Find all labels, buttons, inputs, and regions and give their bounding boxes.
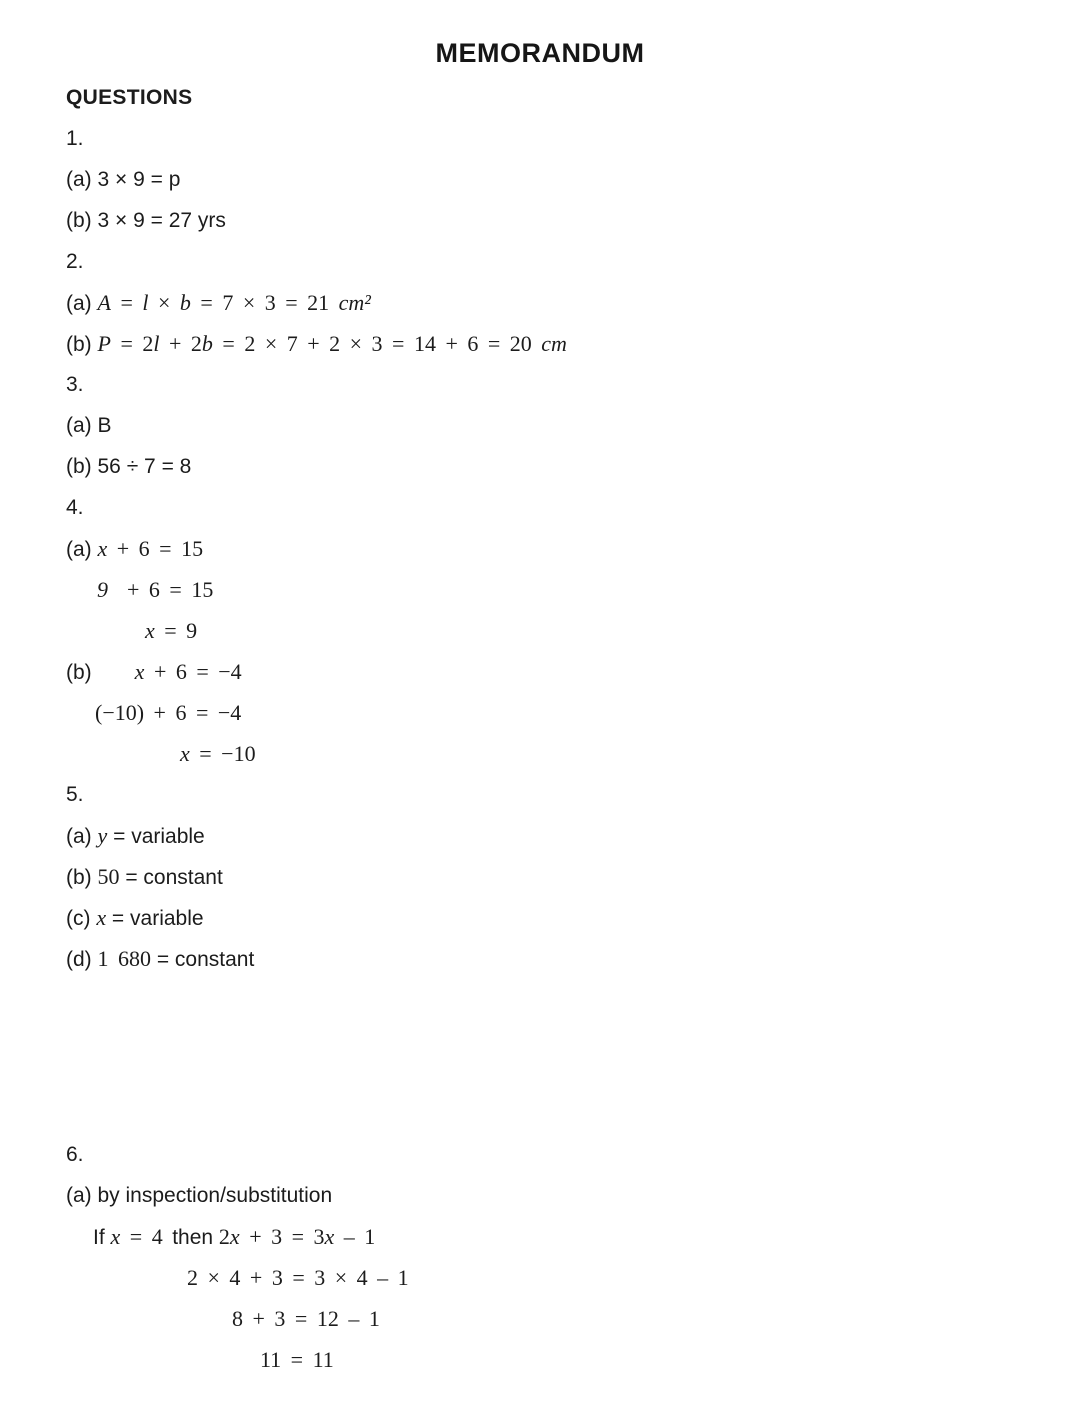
text-run: 3. [66, 373, 84, 396]
text-run: (a) 3 × 9 = p [66, 168, 181, 191]
text-run: x [97, 536, 108, 561]
text-run: + 3 = 3 [239, 1224, 325, 1249]
answer-2b [66, 323, 1040, 364]
answer-5d [66, 938, 1040, 979]
answer-6a-step-4 [66, 1339, 1040, 1380]
text-run: l [153, 331, 160, 356]
text-run: = 9 [154, 618, 198, 643]
text-run: = constant [151, 948, 255, 971]
answer-1a [66, 159, 1040, 200]
text-run: x [134, 659, 145, 684]
text-run: then [172, 1226, 219, 1249]
text-run: + 6 = 15 [107, 536, 204, 561]
text-run: = [110, 290, 143, 315]
text-run: 4. [66, 496, 84, 519]
text-run: If [93, 1226, 111, 1249]
text-run: + 2 [159, 331, 202, 356]
answer-4b-step-3 [66, 733, 1040, 774]
answer-6a-step-3 [66, 1298, 1040, 1339]
text-run: 8 + 3 = 12 – 1 [232, 1306, 380, 1331]
answer-4a-step-1 [66, 528, 1040, 569]
text-run: + 6 = 15 [108, 577, 214, 602]
text-run: (a) B [66, 414, 112, 437]
text-run: b [179, 290, 191, 315]
section-2-number [66, 241, 1040, 282]
text-run: = 4 [120, 1224, 173, 1249]
text-run: (b) 3 × 9 = 27 yrs [66, 209, 226, 232]
text-run: × [148, 290, 180, 315]
text-run: – 1 [334, 1224, 376, 1249]
answer-6a-step-2 [66, 1257, 1040, 1298]
text-run: x [145, 618, 155, 643]
text-run: 2 × 4 + 3 = 3 × 4 – 1 [187, 1265, 409, 1290]
text-run: = 7 × 3 = 21 [190, 290, 339, 315]
section-1-number [66, 118, 1040, 159]
answer-4a-step-3 [66, 610, 1040, 651]
text-run: 2. [66, 250, 84, 273]
text-run: 1. [66, 127, 84, 150]
answer-6a-step-1 [66, 1216, 1040, 1257]
text-run: l [142, 290, 149, 315]
page-title: MEMORANDUM [435, 38, 645, 68]
text-run: (b) [66, 333, 98, 356]
answer-5c [66, 897, 1040, 938]
text-run: = variable [106, 907, 204, 930]
answer-6a [66, 1175, 1040, 1216]
text-run: (c) [66, 907, 97, 930]
text-run: cm² [338, 290, 371, 315]
text-run: x [110, 1224, 121, 1249]
text-run: 9 [97, 577, 108, 602]
text-run: (a) [66, 825, 98, 848]
text-run: 2 [218, 1224, 230, 1249]
document-body [0, 77, 1080, 1380]
section-3-number [66, 364, 1040, 405]
text-run: 11 = 11 [260, 1347, 334, 1372]
answer-5b [66, 856, 1040, 897]
text-run: + 6 = −4 [144, 659, 242, 684]
text-run: QUESTIONS [66, 86, 193, 109]
text-run: = −10 [189, 741, 256, 766]
text-run: = 2 [110, 331, 154, 356]
section-4-number [66, 487, 1040, 528]
text-run: x [180, 741, 190, 766]
text-run: (a) by inspection/substitution [66, 1184, 333, 1207]
text-run: x [324, 1224, 335, 1249]
answer-3b [66, 446, 1040, 487]
text-run: (a) [66, 538, 98, 561]
answer-4b-step-2 [66, 692, 1040, 733]
answer-5a [66, 815, 1040, 856]
answer-4a-step-2 [66, 569, 1040, 610]
text-run: (b) [66, 866, 98, 889]
answer-4b-step-1 [66, 651, 1040, 692]
section-6-number [66, 1134, 1040, 1175]
text-run: A [97, 290, 111, 315]
text-run: (b) [66, 661, 92, 684]
text-run: (−10) + 6 = −4 [95, 700, 242, 725]
text-run: = constant [119, 866, 223, 889]
text-run: = variable [107, 825, 205, 848]
text-run: (a) [66, 292, 98, 315]
text-run: 50 [97, 864, 120, 889]
text-run: (d) [66, 948, 98, 971]
text-run: cm [541, 331, 567, 356]
text-run: x [229, 1224, 240, 1249]
answer-2a [66, 282, 1040, 323]
text-run: x [96, 905, 107, 930]
text-run: y [97, 823, 108, 848]
text-run: b [201, 331, 213, 356]
section-5-number [66, 774, 1040, 815]
text-run: (b) 56 ÷ 7 = 8 [66, 455, 192, 478]
answer-1b [66, 200, 1040, 241]
text-run: 6. [66, 1143, 84, 1166]
text-run: = 2 × 7 + 2 × 3 = 14 + 6 = 20 [212, 331, 542, 356]
text-run: 1 680 [97, 946, 151, 971]
questions-heading [66, 77, 1040, 118]
text-run: 5. [66, 783, 84, 806]
text-run: P [97, 331, 111, 356]
answer-3a [66, 405, 1040, 446]
